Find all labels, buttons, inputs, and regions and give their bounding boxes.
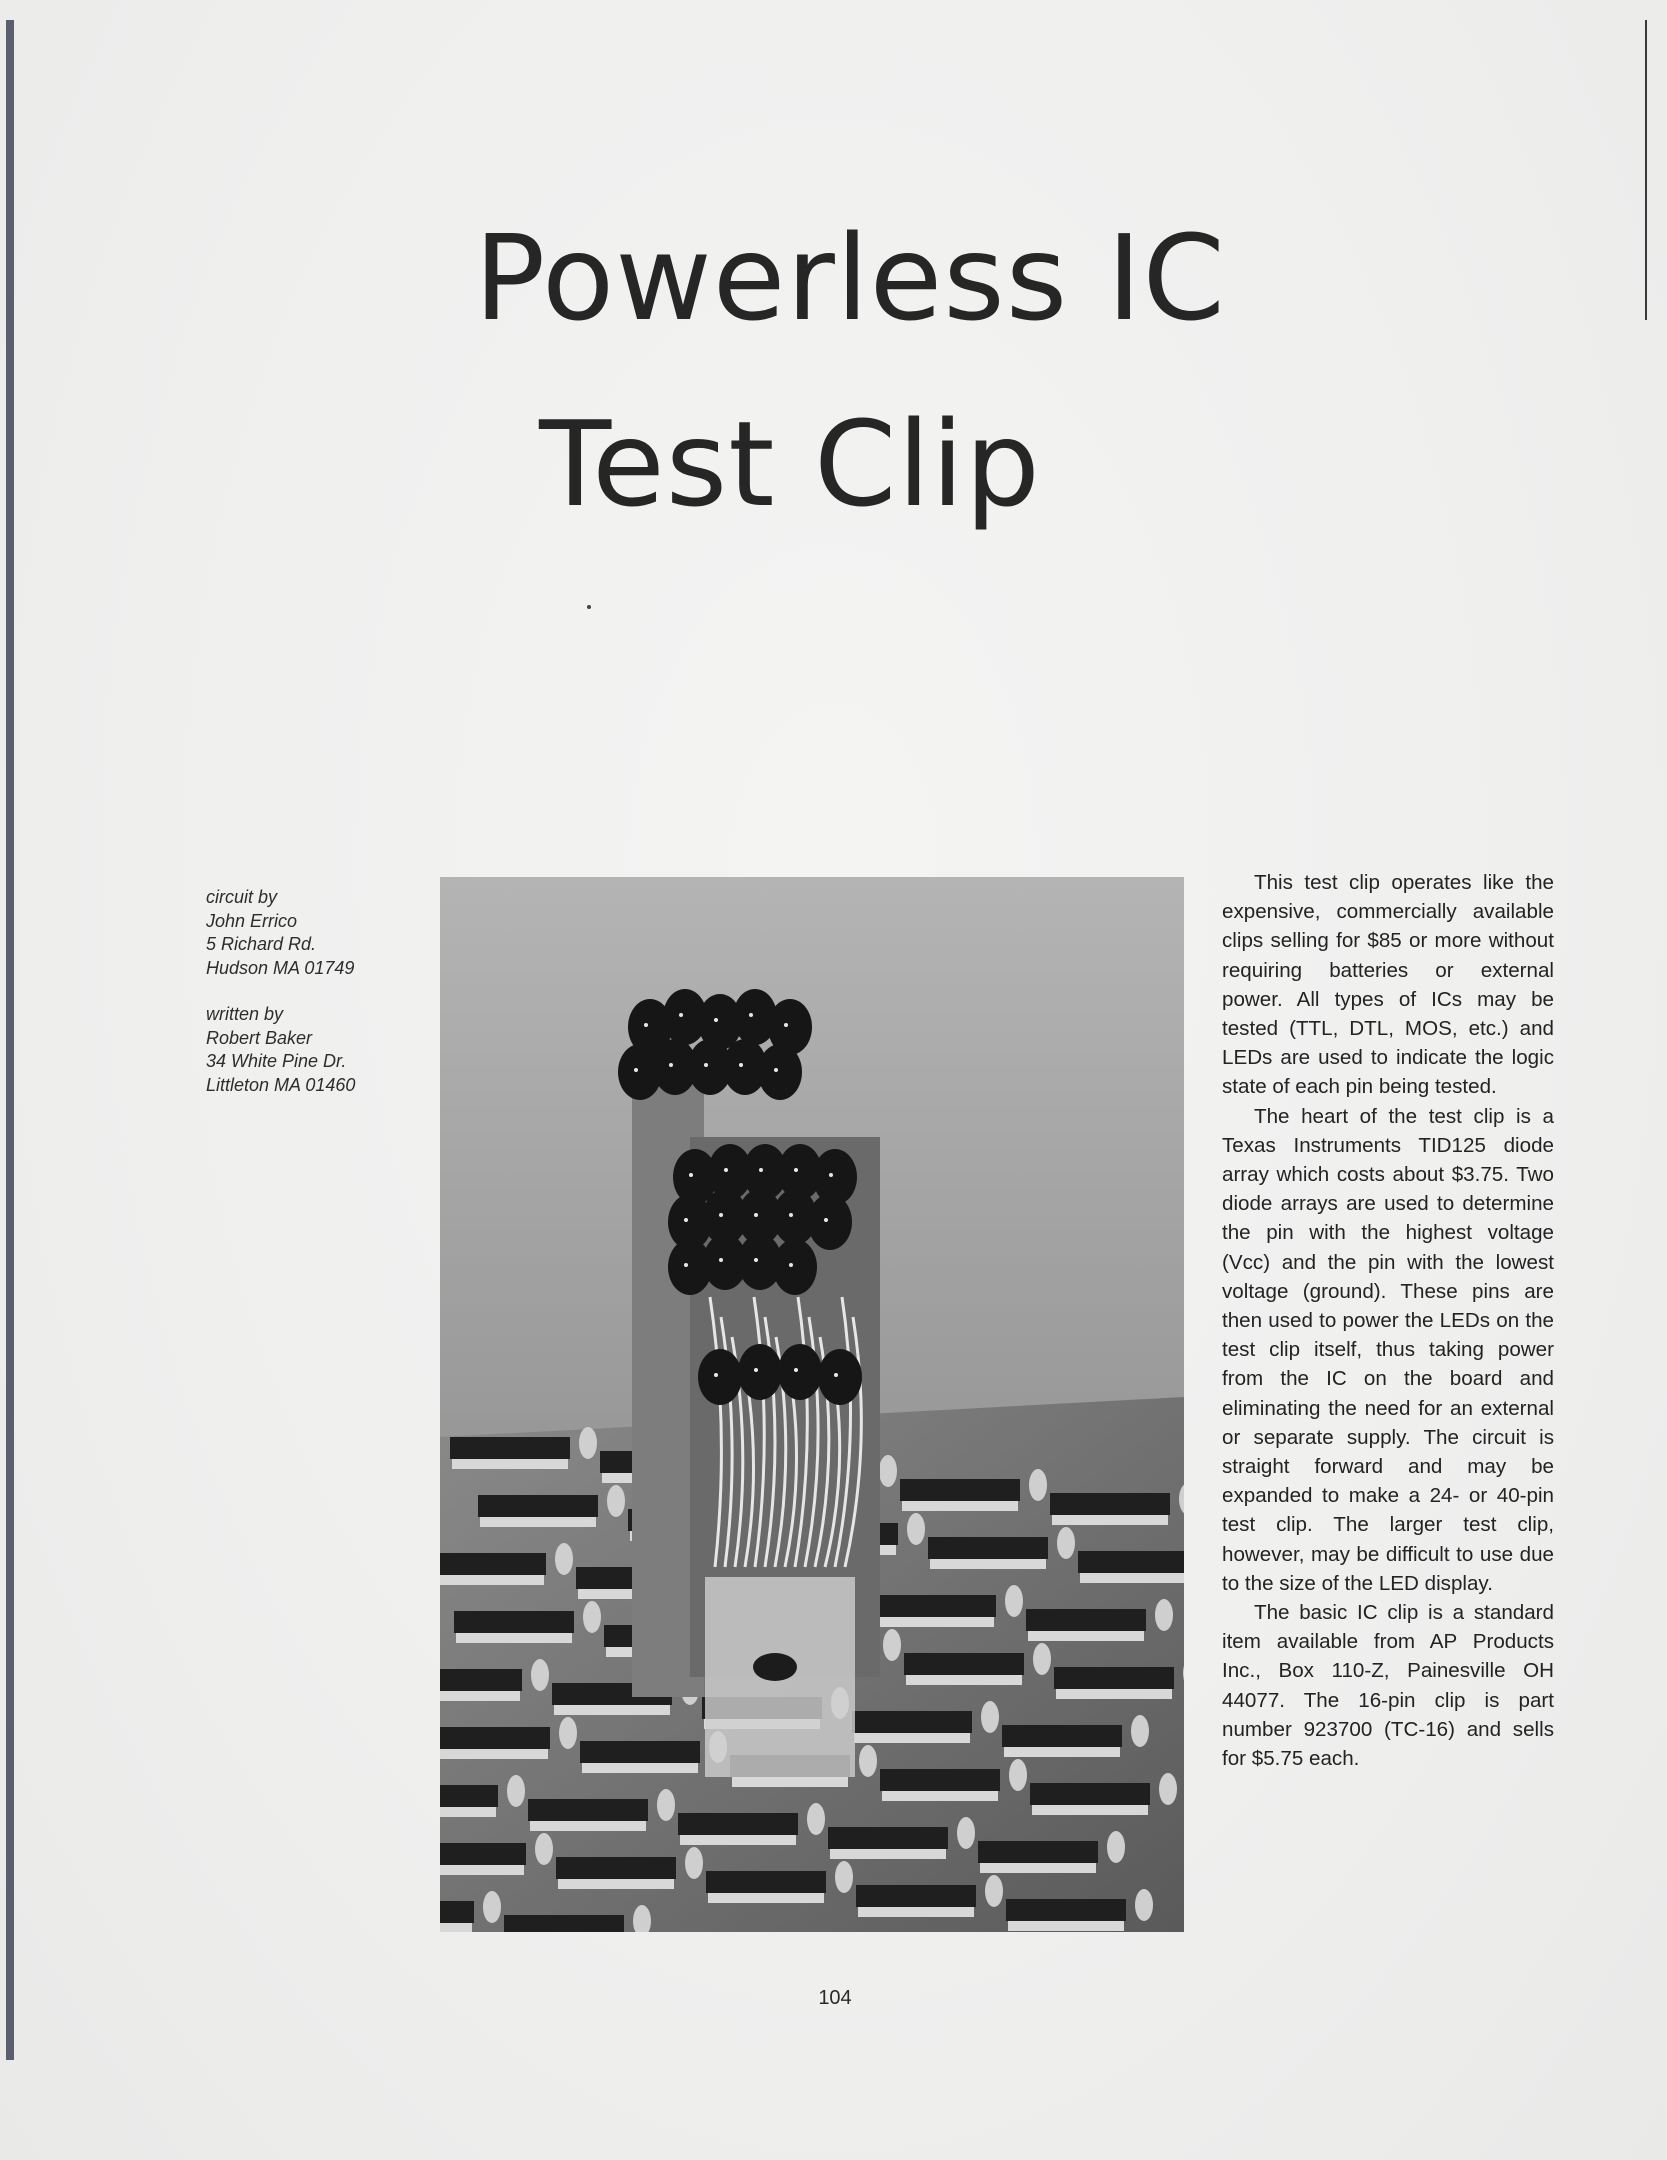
led-highlight (749, 1013, 753, 1017)
ic-chip (828, 1827, 948, 1849)
ic-chip-pins (480, 1517, 596, 1527)
led-highlight (789, 1213, 793, 1217)
capacitor (1033, 1643, 1051, 1675)
print-speck (587, 605, 591, 609)
ic-chip-pins (902, 1501, 1018, 1511)
led-highlight (719, 1213, 723, 1217)
ic-chip-pins (732, 1777, 848, 1787)
ic-chip-pins (440, 1923, 472, 1932)
ic-chip-pins (854, 1733, 970, 1743)
ic-chip-pins (440, 1865, 524, 1875)
led (808, 1194, 852, 1250)
test-clip-photo (440, 877, 1184, 1932)
capacitor (583, 1601, 601, 1633)
led-highlight (634, 1068, 638, 1072)
article-paragraph-2: The heart of the test clip is a Texas Instruments TID125 diode array which costs about $3.75. Two diode arrays are used to determine the pin with the highest voltage (Vcc) and the pin with the lowest voltage (ground). These pins are then used to power the LEDs on the test clip itself, thus taking power from the IC on the board and eliminating the need for an external or separate supply. The circuit is straight forward and may be expanded to make a 24- or 40-pin test clip. The larger test clip, however, may be difficult to use due to the size of the LED display. (1222, 1104, 1554, 1595)
ic-chip-pins (882, 1791, 998, 1801)
led-highlight (754, 1213, 758, 1217)
author-credits (206, 886, 466, 1120)
led-highlight (759, 1168, 763, 1172)
ic-chip (856, 1885, 976, 1907)
ic-chip (1026, 1609, 1146, 1631)
ic-chip (880, 1769, 1000, 1791)
led-highlight (714, 1373, 718, 1377)
led-highlight (669, 1063, 673, 1067)
led-highlight (754, 1368, 758, 1372)
capacitor (807, 1803, 825, 1835)
ic-chip-pins (830, 1849, 946, 1859)
capacitor (1029, 1469, 1047, 1501)
article-paragraph-3: The basic IC clip is a standard item available from AP Products Inc., Box 110-Z, Painesville OH 44077. The 16-pin clip is part number 923700 (TC-16) and sells for $5.75 each. (1222, 1601, 1554, 1771)
ic-chip-pins (440, 1749, 548, 1759)
title-line-1: Powerless IC (474, 209, 1226, 347)
ic-chip (1050, 1493, 1170, 1515)
photo-illustration (440, 877, 1184, 1932)
capacitor (1005, 1585, 1023, 1617)
capacitor (559, 1717, 577, 1749)
led-highlight (829, 1173, 833, 1177)
ic-chip-pins (456, 1633, 572, 1643)
ic-chip (706, 1871, 826, 1893)
ic-chip (556, 1857, 676, 1879)
capacitor (685, 1847, 703, 1879)
clip-spring (753, 1653, 797, 1681)
title-line-2: Test Clip (539, 395, 1041, 533)
ic-chip-pins (582, 1763, 698, 1773)
article-paragraph-1: This test clip operates like the expensive, commercially available clips selling for $85 or more without requiring batteries or external power. All types of ICs may be tested (TTL, DTL, MOS, etc.) and LEDs are used to indicate the logic state of each pin being tested. (1222, 871, 1554, 1099)
led (778, 1344, 822, 1400)
page-binding-edge (6, 20, 14, 2060)
led-highlight (739, 1063, 743, 1067)
capacitor (981, 1701, 999, 1733)
ic-chip-pins (1052, 1515, 1168, 1525)
ic-chip (1078, 1551, 1184, 1573)
ic-chip-pins (558, 1879, 674, 1889)
article-title (300, 185, 1400, 557)
ic-chip (440, 1553, 546, 1575)
ic-chip-pins (530, 1821, 646, 1831)
ic-chip-pins (1004, 1747, 1120, 1757)
ic-chip (454, 1611, 574, 1633)
led-highlight (834, 1373, 838, 1377)
writer-street: 34 White Pine Dr. (206, 1051, 347, 1071)
led (773, 1239, 817, 1295)
ic-chip-pins (680, 1835, 796, 1845)
ic-chip (450, 1437, 570, 1459)
ic-chip-pins (440, 1575, 544, 1585)
ic-chip (1030, 1783, 1150, 1805)
circuit-credit (206, 886, 466, 980)
ic-chip-pins (1056, 1689, 1172, 1699)
capacitor (883, 1629, 901, 1661)
ic-chip (440, 1669, 522, 1691)
led-highlight (689, 1173, 693, 1177)
writer-city: Littleton MA 01460 (206, 1074, 356, 1095)
capacitor (1107, 1831, 1125, 1863)
ic-chip-pins (858, 1907, 974, 1917)
ic-chip (978, 1841, 1098, 1863)
circuit-by-label: circuit by (206, 887, 278, 907)
led-highlight (794, 1168, 798, 1172)
capacitor (859, 1745, 877, 1777)
led-highlight (679, 1013, 683, 1017)
led-highlight (724, 1168, 728, 1172)
led-highlight (789, 1263, 793, 1267)
ic-chip (478, 1495, 598, 1517)
article-body (1222, 868, 1554, 1773)
circuit-author-city: Hudson MA 01749 (206, 957, 355, 978)
ic-chip (440, 1843, 526, 1865)
ic-chip (440, 1785, 498, 1807)
led-highlight (754, 1258, 758, 1262)
led-highlight (784, 1023, 788, 1027)
ic-chip-pins (708, 1893, 824, 1903)
ic-chip-pins (440, 1807, 496, 1817)
led-highlight (719, 1258, 723, 1262)
led (758, 1044, 802, 1100)
ic-chip (852, 1711, 972, 1733)
ic-chip (528, 1799, 648, 1821)
capacitor (1009, 1759, 1027, 1791)
page-number: 104 (818, 1987, 852, 2009)
ic-chip-pins (440, 1691, 520, 1701)
ic-chip-pins (878, 1617, 994, 1627)
led-highlight (824, 1218, 828, 1222)
led-highlight (684, 1263, 688, 1267)
ic-chip (1002, 1725, 1122, 1747)
capacitor (535, 1833, 553, 1865)
ic-chip-pins (554, 1705, 670, 1715)
ic-chip-pins (1008, 1921, 1124, 1931)
ic-chip (876, 1595, 996, 1617)
led (818, 1349, 862, 1405)
capacitor (555, 1543, 573, 1575)
writer-credit (206, 1003, 466, 1097)
led-highlight (774, 1068, 778, 1072)
capacitor (1131, 1715, 1149, 1747)
led (738, 1344, 782, 1400)
capacitor (985, 1875, 1003, 1907)
ic-chip-pins (1028, 1631, 1144, 1641)
circuit-author-name: John Errico (206, 910, 298, 931)
ic-chip-pins (452, 1459, 568, 1469)
capacitor (531, 1659, 549, 1691)
capacitor (657, 1789, 675, 1821)
capacitor (907, 1513, 925, 1545)
led (698, 1349, 742, 1405)
ic-chip (678, 1813, 798, 1835)
capacitor (507, 1775, 525, 1807)
capacitor (835, 1861, 853, 1893)
ic-chip (440, 1901, 474, 1923)
ic-chip-pins (930, 1559, 1046, 1569)
ic-chip-pins (1032, 1805, 1148, 1815)
ic-chip (1006, 1899, 1126, 1921)
writer-name: Robert Baker (206, 1027, 313, 1048)
ic-chip-pins (980, 1863, 1096, 1873)
ic-chip (580, 1741, 700, 1763)
capacitor (1155, 1599, 1173, 1631)
ic-chip (900, 1479, 1020, 1501)
led-highlight (794, 1368, 798, 1372)
capacitor (1159, 1773, 1177, 1805)
ic-chip (440, 1727, 550, 1749)
ic-chip (928, 1537, 1048, 1559)
ic-chip-pins (1080, 1573, 1184, 1583)
ic-chip-pins (906, 1675, 1022, 1685)
led-highlight (644, 1023, 648, 1027)
ic-chip (904, 1653, 1024, 1675)
page-right-edge (1645, 20, 1647, 320)
capacitor (579, 1427, 597, 1459)
ic-chip (504, 1915, 624, 1932)
capacitor (957, 1817, 975, 1849)
circuit-author-street: 5 Richard Rd. (206, 934, 317, 954)
written-by-label: written by (206, 1004, 284, 1024)
capacitor (483, 1891, 501, 1923)
capacitor (879, 1455, 897, 1487)
capacitor (607, 1485, 625, 1517)
capacitor (1135, 1889, 1153, 1921)
ic-chip (1054, 1667, 1174, 1689)
capacitor (1057, 1527, 1075, 1559)
led-highlight (684, 1218, 688, 1222)
led-highlight (714, 1018, 718, 1022)
led-highlight (704, 1063, 708, 1067)
